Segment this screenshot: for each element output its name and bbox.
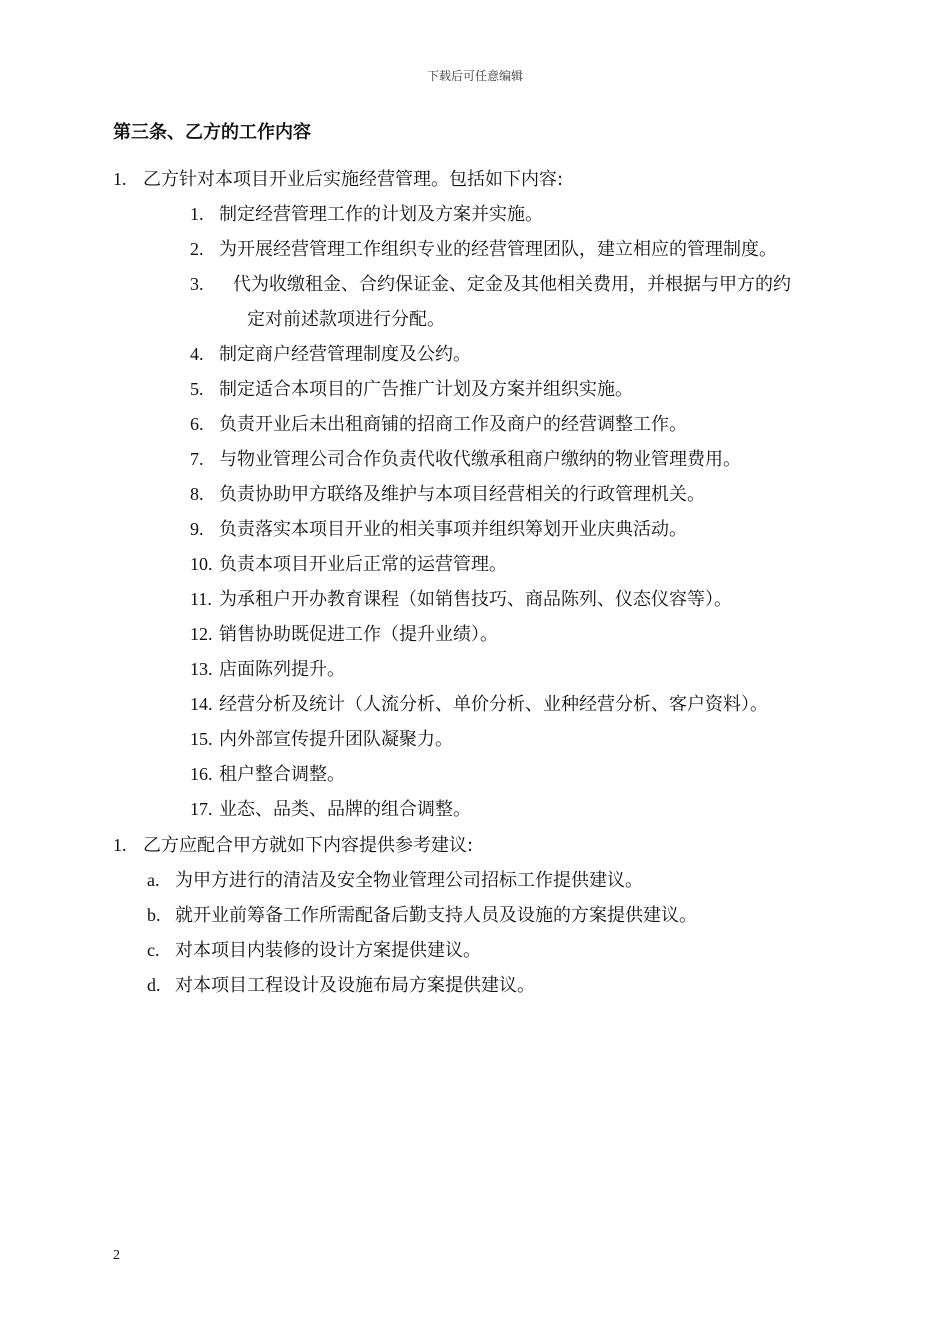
list-text: 为开展经营管理工作组织专业的经营管理团队，建立相应的管理制度。 bbox=[219, 239, 777, 260]
list-item bbox=[190, 795, 471, 821]
list-item-continuation bbox=[247, 305, 445, 331]
sub-list-item bbox=[147, 866, 643, 892]
list-number: 2. bbox=[190, 239, 204, 259]
list-number: 12. bbox=[190, 624, 213, 644]
list-item bbox=[190, 270, 791, 296]
list-text: 为承租户开办教育课程（如销售技巧、商品陈列、仪态仪容等）。 bbox=[219, 589, 732, 610]
list-text: 销售协助既促进工作（提升业绩）。 bbox=[219, 624, 498, 645]
list-text: 就开业前筹备工作所需配备后勤支持人员及设施的方案提供建议。 bbox=[175, 905, 697, 926]
list-item bbox=[190, 760, 345, 786]
list-item bbox=[190, 585, 732, 611]
list-text: 制定适合本项目的广告推广计划及方案并组织实施。 bbox=[219, 379, 633, 400]
list-text: 对本项目内装修的设计方案提供建议。 bbox=[175, 940, 481, 961]
section-title: 第三条、乙方的工作内容 bbox=[113, 122, 311, 143]
list-text: 乙方应配合甲方就如下内容提供参考建议: bbox=[143, 835, 474, 856]
list-number: 1. bbox=[113, 835, 127, 855]
list-letter: d. bbox=[147, 975, 161, 995]
list-text: 租户整合调整。 bbox=[219, 764, 345, 785]
list-text: 店面陈列提升。 bbox=[219, 659, 345, 680]
list-number: 17. bbox=[190, 799, 213, 819]
list-text: 制定商户经营管理制度及公约。 bbox=[219, 344, 471, 365]
list-number: 1. bbox=[190, 204, 204, 224]
list-number: 16. bbox=[190, 764, 213, 784]
list-number: 11. bbox=[190, 589, 212, 609]
list-letter: c. bbox=[147, 940, 160, 960]
list-text: 代为收缴租金、合约保证金、定金及其他相关费用，并根据与甲方的约 bbox=[233, 274, 791, 295]
list-text: 定对前述款项进行分配。 bbox=[247, 309, 445, 330]
list-number: 14. bbox=[190, 694, 213, 714]
list-item bbox=[190, 235, 777, 261]
list-number: 1. bbox=[113, 169, 127, 189]
list-item bbox=[190, 550, 507, 576]
section-1-heading bbox=[113, 165, 563, 191]
list-number: 9. bbox=[190, 519, 204, 539]
list-item bbox=[190, 200, 543, 226]
list-text: 内外部宣传提升团队凝聚力。 bbox=[219, 729, 453, 750]
list-item bbox=[190, 655, 345, 681]
list-text: 经营分析及统计（人流分析、单价分析、业种经营分析、客户资料）。 bbox=[219, 694, 768, 715]
list-text: 负责本项目开业后正常的运营管理。 bbox=[219, 554, 507, 575]
list-item bbox=[190, 410, 687, 436]
list-number: 15. bbox=[190, 729, 213, 749]
list-text: 制定经营管理工作的计划及方案并实施。 bbox=[219, 204, 543, 225]
list-number: 6. bbox=[190, 414, 204, 434]
sub-list-item bbox=[147, 936, 481, 962]
list-item bbox=[190, 480, 705, 506]
page-number: 2 bbox=[113, 1248, 120, 1263]
list-number: 10. bbox=[190, 554, 213, 574]
list-item bbox=[190, 375, 633, 401]
list-number: 13. bbox=[190, 659, 213, 679]
sub-list-item bbox=[147, 901, 697, 927]
list-letter: a. bbox=[147, 870, 160, 890]
list-number: 8. bbox=[190, 484, 204, 504]
list-number: 5. bbox=[190, 379, 204, 399]
list-text: 为甲方进行的清洁及安全物业管理公司招标工作提供建议。 bbox=[175, 870, 643, 891]
list-item bbox=[190, 445, 741, 471]
list-text: 乙方针对本项目开业后实施经营管理。包括如下内容: bbox=[143, 169, 564, 190]
list-letter: b. bbox=[147, 905, 161, 925]
list-number: 7. bbox=[190, 449, 204, 469]
list-text: 对本项目工程设计及设施布局方案提供建议。 bbox=[175, 975, 535, 996]
list-text: 业态、品类、品牌的组合调整。 bbox=[219, 799, 471, 820]
list-number: 3. bbox=[190, 274, 204, 294]
list-text: 负责协助甲方联络及维护与本项目经营相关的行政管理机关。 bbox=[219, 484, 705, 505]
section-2-heading bbox=[113, 831, 473, 857]
page-header: 下载后可任意编辑 bbox=[426, 69, 523, 83]
list-item bbox=[190, 515, 687, 541]
sub-list-item bbox=[147, 971, 535, 997]
list-text: 负责落实本项目开业的相关事项并组织筹划开业庆典活动。 bbox=[219, 519, 687, 540]
list-item bbox=[190, 340, 471, 366]
list-item bbox=[190, 620, 498, 646]
list-text: 负责开业后未出租商铺的招商工作及商户的经营调整工作。 bbox=[219, 414, 687, 435]
list-item bbox=[190, 690, 768, 716]
list-number: 4. bbox=[190, 344, 204, 364]
list-item bbox=[190, 725, 453, 751]
list-text: 与物业管理公司合作负责代收代缴承租商户缴纳的物业管理费用。 bbox=[219, 449, 741, 470]
